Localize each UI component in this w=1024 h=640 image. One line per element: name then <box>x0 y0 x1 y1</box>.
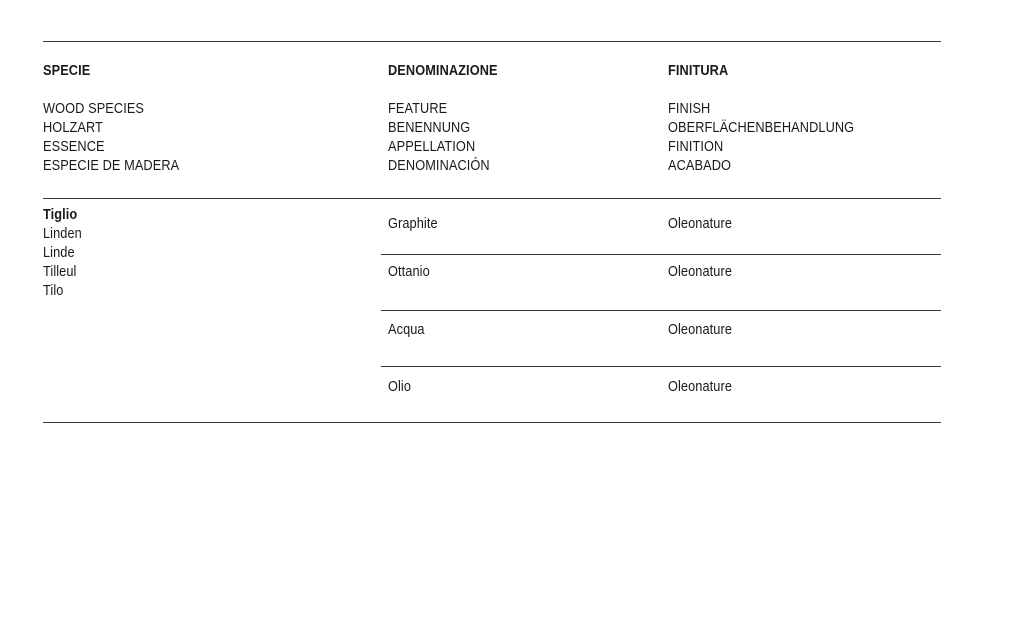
species-translation: Tilo <box>43 283 64 299</box>
translation-line: ESSENCE <box>43 139 105 155</box>
table-row-2-denominazione: Ottanio <box>388 264 430 280</box>
species-translation: Linden <box>43 226 82 242</box>
translation-line: ESPECIE DE MADERA <box>43 158 180 174</box>
translation-line: BENENNUNG <box>388 120 471 136</box>
top-rule <box>43 41 941 42</box>
translation-line: FEATURE <box>388 101 448 117</box>
table-row-1-finitura: Oleonature <box>668 216 733 232</box>
species-cell <box>43 206 82 301</box>
translation-line: OBERFLÄCHENBEHANDLUNG <box>668 120 855 136</box>
translation-line: WOOD SPECIES <box>43 101 145 117</box>
translation-line: FINITION <box>668 139 724 155</box>
specie-translations <box>43 100 179 176</box>
bottom-rule <box>43 422 941 423</box>
header-divider <box>43 198 941 199</box>
species-translation: Tilleul <box>43 264 77 280</box>
column-header-specie: SPECIE <box>43 63 91 79</box>
table-row-3-finitura: Oleonature <box>668 322 733 338</box>
translation-line: DENOMINACIÓN <box>388 158 490 174</box>
denominazione-translations <box>388 100 490 176</box>
column-header-denominazione: DENOMINAZIONE <box>388 63 498 79</box>
row-divider-3 <box>381 366 941 367</box>
translation-line: APPELLATION <box>388 139 476 155</box>
row-divider-2 <box>381 310 941 311</box>
table-row-3-denominazione: Acqua <box>388 322 425 338</box>
table-row-1-denominazione: Graphite <box>388 216 438 232</box>
species-name: Tiglio <box>43 207 78 223</box>
column-header-finitura: FINITURA <box>668 63 729 79</box>
table-row-4-finitura: Oleonature <box>668 379 733 395</box>
translation-line: ACABADO <box>668 158 732 174</box>
species-translation: Linde <box>43 245 75 261</box>
finitura-translations <box>668 100 854 176</box>
row-divider-1 <box>381 254 941 255</box>
translation-line: FINISH <box>668 101 711 117</box>
table-row-4-denominazione: Olio <box>388 379 412 395</box>
translation-line: HOLZART <box>43 120 103 136</box>
table-row-2-finitura: Oleonature <box>668 264 733 280</box>
